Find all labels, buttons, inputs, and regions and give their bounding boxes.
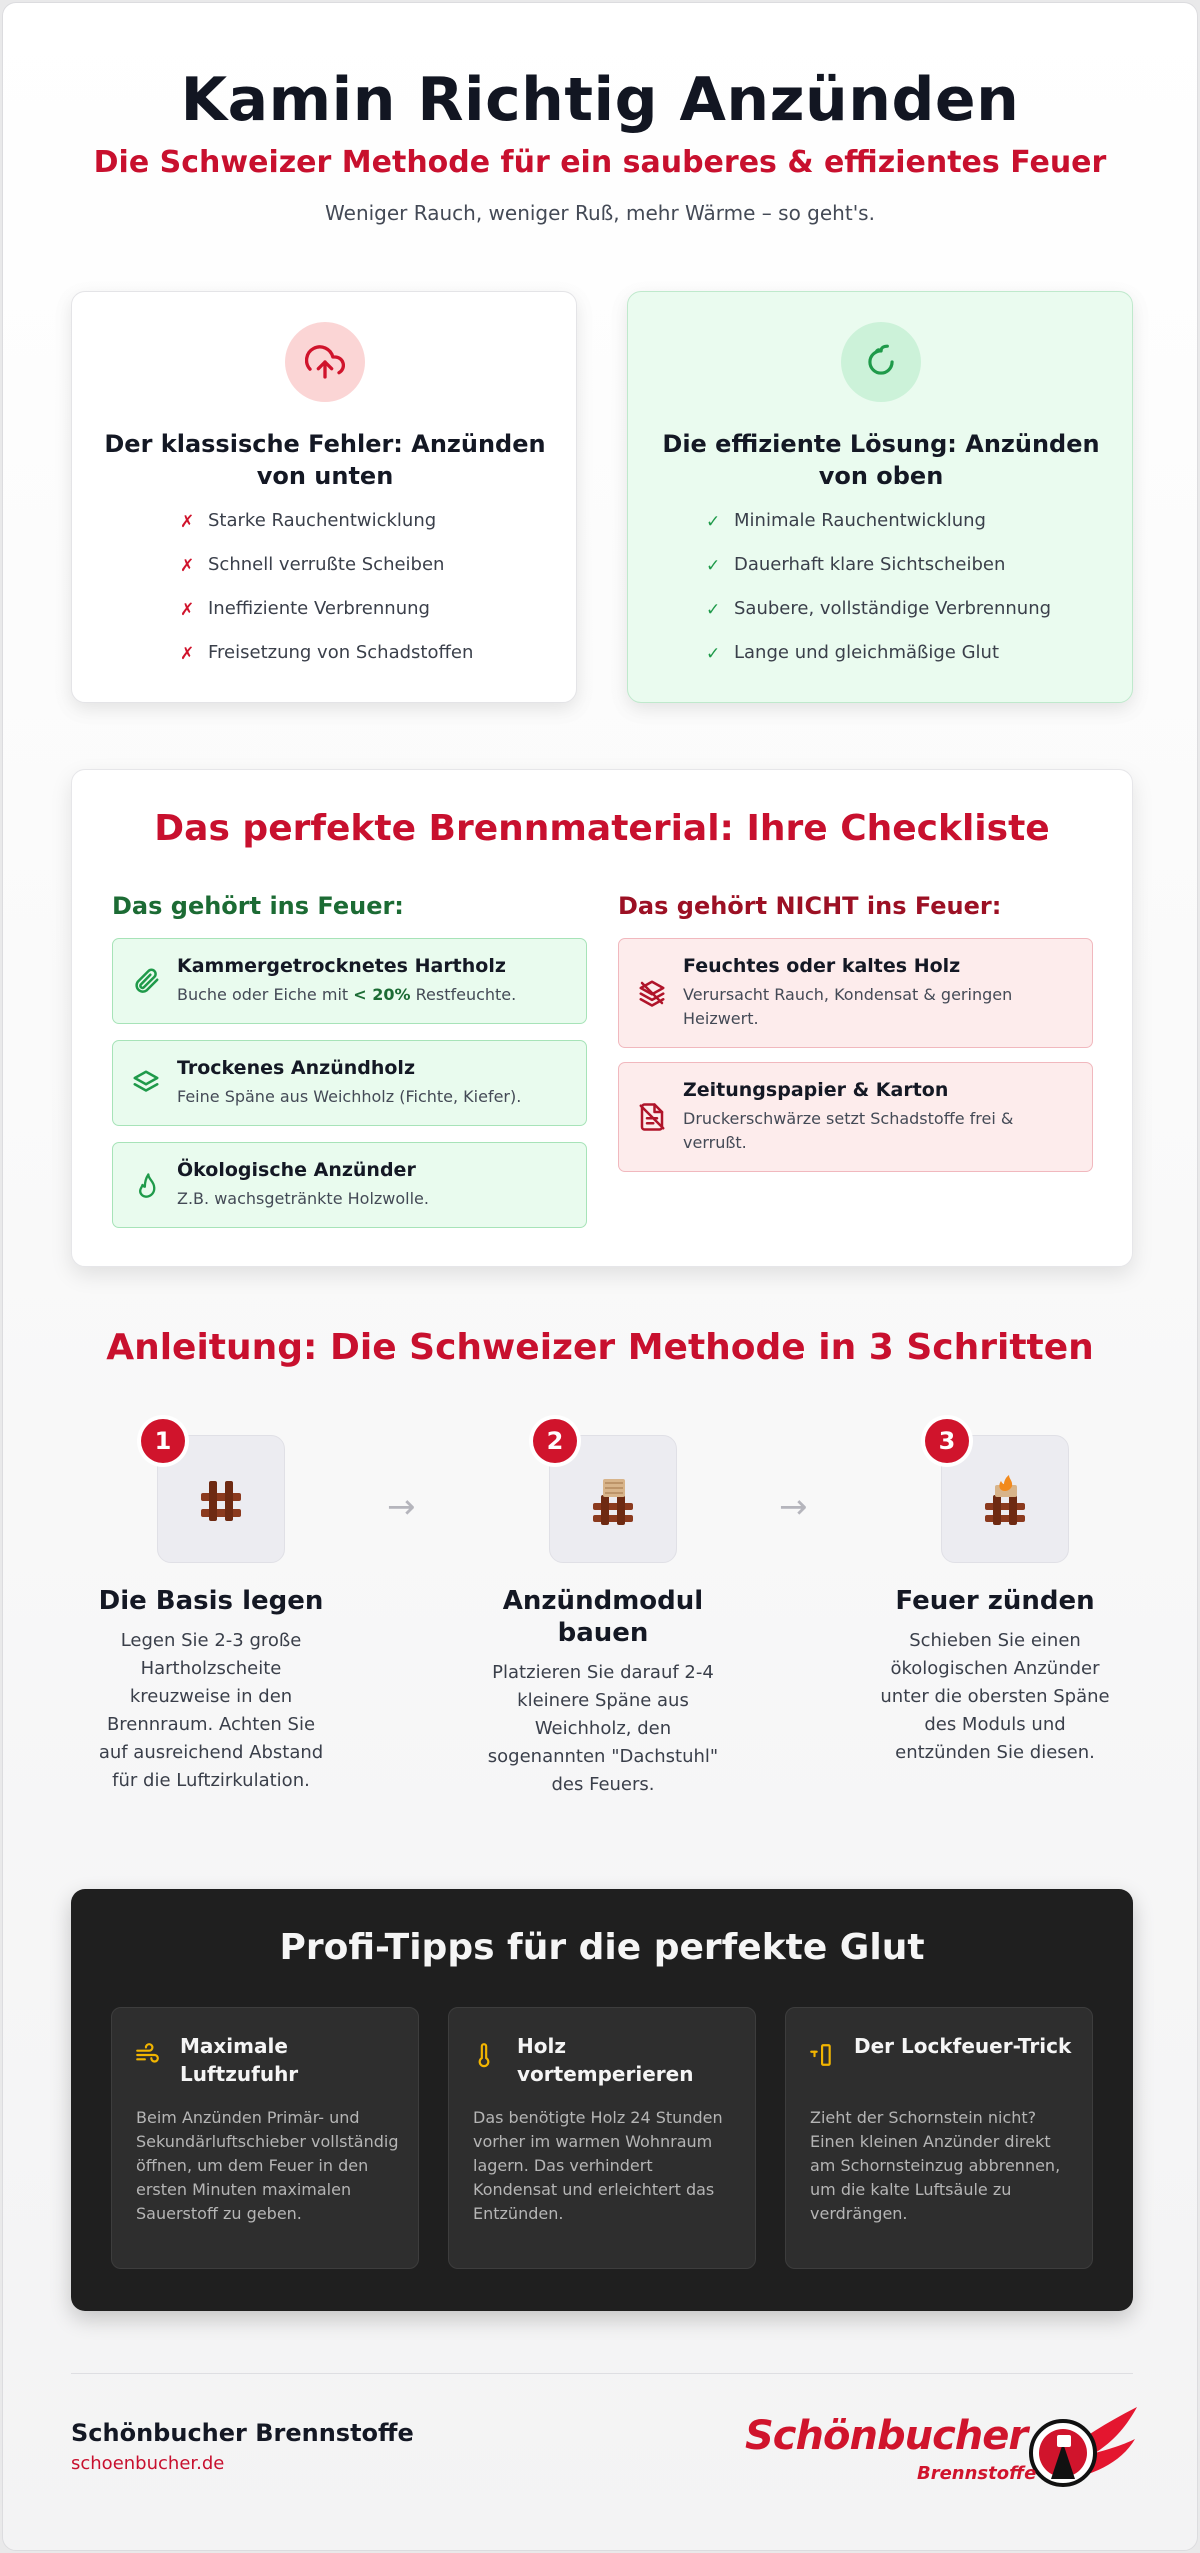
tip-desc: Das benötigte Holz 24 Stunden vorher im warmen Wohnraum lagern. Das verhindert Kondensat und erleichtert das Entzünden. [473,2108,723,2223]
step-desc: Schieben Sie einen ökologischen Anzünder unter die obersten Späne des Moduls und entzünden Sie diesen. [880,1630,1110,1763]
step-title: Die Basis legen [98,1586,324,1616]
list-item-text: Saubere, vollständige Verbrennung [734,598,1052,619]
list-item-text: Freisetzung von Schadstoffen [208,642,474,663]
list-item [706,510,1051,554]
allowed-item [112,938,587,1024]
item-desc: Z.B. wachsgetränkte Holzwolle. [177,1189,429,1208]
cross-icon: ✗ [180,512,195,532]
step-title: Anzündmodul bauen [502,1586,704,1648]
company-logo [745,2403,1137,2493]
card-wrong-method [71,291,577,703]
cross-icon: ✗ [180,556,195,576]
item-title: Kammergetrocknetes Hartholz [177,955,506,977]
step-number-badge: 3 [925,1419,969,1463]
list-item-text: Minimale Rauchentwicklung [734,510,986,531]
list-item-text: Schnell verrußte Scheiben [208,554,445,575]
item-title: Zeitungspapier & Karton [683,1079,949,1101]
cloud-upload-icon [285,322,365,402]
eco-leaf-icon [841,322,921,402]
tip-title: Maximale Luftzufuhr [180,2034,299,2086]
cross-icon: ✗ [180,644,195,664]
list-item [180,554,473,598]
logo-subline: Brennstoffe [917,2463,1037,2484]
no-paper-icon [633,1063,671,1171]
tips-title: Profi-Tipps für die perfekte Glut [279,1927,925,1968]
wet-layers-icon [633,939,671,1047]
tip-card [111,2007,419,2269]
tip-card [785,2007,1093,2269]
page-intro: Weniger Rauch, weniger Ruß, mehr Wärme – so geht's. [325,201,875,225]
list-item-text: Dauerhaft klare Sichtscheiben [734,554,1006,575]
check-icon: ✓ [706,512,721,532]
paperclip-icon [127,939,165,1023]
forbidden-item [618,938,1093,1048]
list-item [706,598,1051,642]
list-item-text: Lange und gleichmäßige Glut [734,642,999,663]
list-item [180,598,473,642]
page-subtitle: Die Schweizer Methode für ein sauberes & effizientes Feuer [93,145,1107,180]
footer-divider [71,2373,1133,2374]
item-desc: Druckerschwärze setzt Schadstoffe frei & verrußt. [683,1109,1014,1152]
forbidden-item [618,1062,1093,1172]
step-number-badge: 2 [533,1419,577,1463]
tip-title: Der Lockfeuer-Trick [854,2034,1072,2058]
card-right-method [627,291,1133,703]
item-title: Trockenes Anzündholz [177,1057,416,1079]
item-desc: Verursacht Rauch, Kondensat & geringen Heizwert. [683,985,1013,1028]
tip-card [448,2007,756,2269]
tip-desc: Zieht der Schornstein nicht? Einen kleinen Anzünder direkt am Schornsteinzug abbrennen, um die kalte Luftsäule zu verdrängen. [810,2108,1061,2223]
step-number-badge: 1 [141,1419,185,1463]
item-title: Ökologische Anzünder [177,1159,416,1181]
moisture-value: < 20% [353,985,411,1004]
arrow-right-icon: → [779,1487,808,1527]
forbidden-heading: Das gehört NICHT ins Feuer: [618,892,1002,920]
item-desc-text: Buche oder Eiche mit [177,985,354,1004]
card-title: Der klassische Fehler: Anzünden von unten [104,430,546,490]
check-icon: ✓ [706,600,721,620]
item-title: Feuchtes oder kaltes Holz [683,955,961,977]
allowed-item [112,1040,587,1126]
footer-company: Schönbucher Brennstoffe [71,2419,414,2447]
bad-list [180,510,473,686]
card-title: Die effiziente Lösung: Anzünden von oben [662,430,1100,490]
thermometer-icon [471,2042,497,2068]
checklist-title: Das perfekte Brennmaterial: Ihre Checkliste [154,808,1050,849]
check-icon: ✓ [706,556,721,576]
wind-icon [134,2042,160,2068]
list-item [180,510,473,554]
step-desc: Platzieren Sie darauf 2-4 kleinere Späne aus Weichholz, den sogenannten "Dachstuhl" des Feuers. [487,1662,719,1795]
step-title: Feuer zünden [895,1586,1095,1616]
item-desc: Feine Späne aus Weichholz (Fichte, Kiefer). [177,1087,522,1106]
list-item-text: Ineffiziente Verbrennung [208,598,430,619]
good-list [706,510,1051,686]
logo-wordmark: Schönbucher [745,2413,1028,2459]
infographic-page [2,2,1198,2551]
list-item [706,642,1051,686]
footer-website-link[interactable]: schoenbucher.de [71,2453,225,2474]
allowed-item [112,1142,587,1228]
list-item [706,554,1051,598]
list-item [180,642,473,686]
chimney-icon [808,2042,834,2068]
item-desc-text: Restfeuchte. [410,985,517,1004]
check-icon: ✓ [706,644,721,664]
list-item-text: Starke Rauchentwicklung [208,510,437,531]
flame-icon [127,1143,165,1227]
arrow-right-icon: → [387,1487,416,1527]
steps-title: Anleitung: Die Schweizer Methode in 3 Schritten [106,1327,1094,1368]
fuel-checklist [71,769,1133,1267]
tip-title: Holz vortemperieren [517,2034,694,2086]
page-title: Kamin Richtig Anzünden [180,65,1020,135]
pro-tips [71,1889,1133,2311]
allowed-heading: Das gehört ins Feuer: [112,892,404,920]
cross-icon: ✗ [180,600,195,620]
tip-desc: Beim Anzünden Primär- und Sekundärluftschieber vollständig öffnen, um dem Feuer in den ersten Minuten maximalen Sauerstoff zu geben. [136,2108,399,2223]
item-desc [177,983,574,1007]
step-desc: Legen Sie 2-3 große Hartholzscheite kreuzweise in den Brennraum. Achten Sie auf ausreichend Abstand für die Luftzirkulation. [98,1630,324,1791]
layers-icon [127,1041,165,1125]
